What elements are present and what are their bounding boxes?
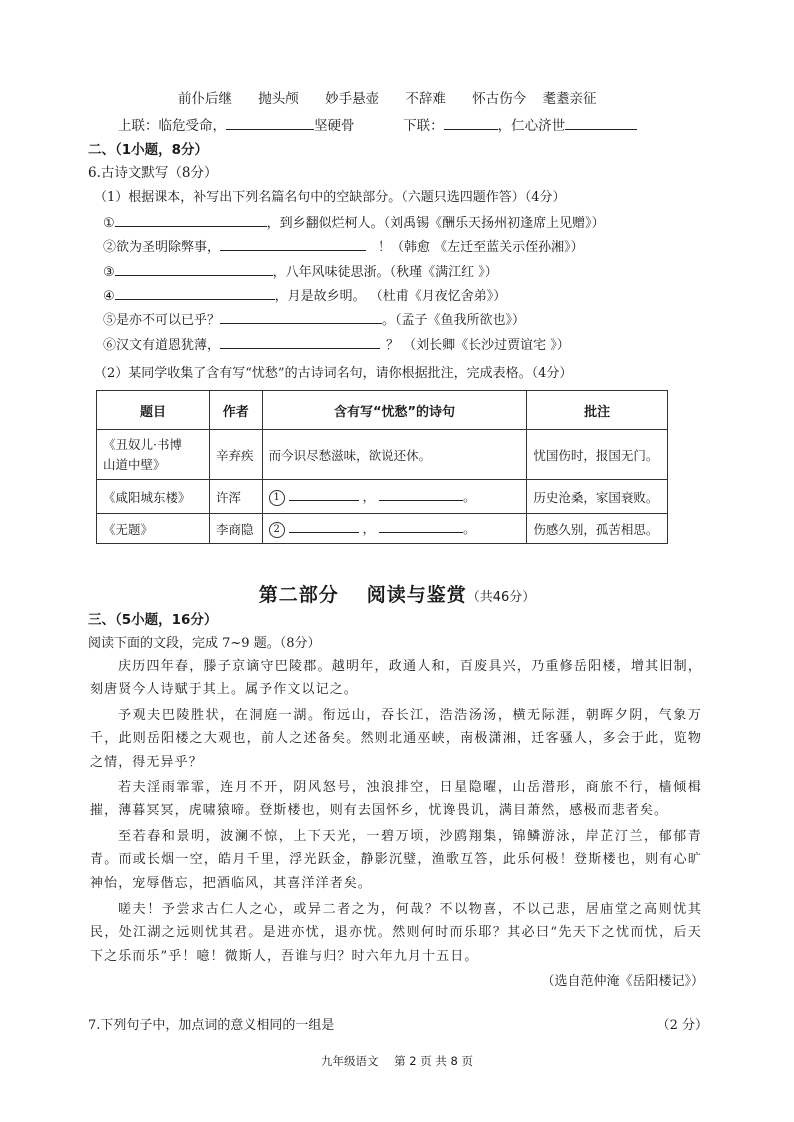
section3-heading: 三、（5小题，16分） [88,612,218,628]
cell-title: 《丑奴儿·书博 山道中壁》 [97,430,210,480]
answer-blank[interactable] [115,212,267,227]
q6-part1-intro: （1）根据课本，补写出下列名篇名句中的空缺部分。（六题只选四题作答）（4分） [94,190,566,205]
couplet-upper-label: 上联：临危受命， [118,118,226,134]
cell-verse: 2 ， 。 [262,514,527,544]
answer-blank[interactable] [379,520,463,533]
couplet-row [118,115,637,135]
footer-subject: 九年级语文 [320,1054,379,1068]
table-header: 批注 [527,391,668,430]
cell-title: 《咸阳城东楼》 [97,480,210,514]
idiom: 不辞难 [405,91,446,107]
cell-verse: 1 ， 。 [262,480,527,514]
section2-heading: 二、（1小题，8分） [88,142,209,158]
recitation-item-5: ⑤是亦不可以已乎？ 。（孟子《鱼我所欲也》） [103,309,525,330]
passage-paragraph: 庆历四年春，滕子京谪守巴陵郡。越明年，政通人和，百废具兴，乃重修岳阳楼，增其旧制，刻唐贤今人诗赋于其上。属予作文以记之。 [90,659,702,698]
idiom: 怀古伤今 [472,91,527,107]
table-row [97,430,668,480]
passage-paragraph: 若夫淫雨霏霏，连月不开，阴风怒号，浊浪排空，日星隐曜，山岳潜形，商旅不行，樯倾楫摧，薄暮冥冥，虎啸猿啼。登斯楼也，则有去国怀乡，忧谗畏讥，满目萧然，感极而悲者矣。 [90,780,702,819]
recitation-item-1: ① ，到乡翻似烂柯人。（刘禹锡《酬乐天扬州初逢席上见赠》） [103,212,605,233]
couplet-lower-end: ，仁心济世 [497,118,566,134]
answer-blank[interactable] [115,285,275,300]
idiom: 耄耋亲征 [542,91,597,107]
table-row [97,480,668,514]
couplet-upper-blank[interactable] [226,115,314,130]
table-row [97,514,668,544]
footer-page-number: 第 2 页 共 8 页 [394,1054,474,1068]
cell-title: 《无题》 [97,514,210,544]
answer-blank[interactable] [115,261,273,276]
answer-blank[interactable] [220,334,380,349]
section3-intro: 阅读下面的文段，完成 7~9 题。（8分） [88,636,321,651]
answer-blank[interactable] [220,236,366,251]
recitation-item-4: ④ ，月是故乡明。 （杜甫《月夜忆舍弟》） [103,285,506,306]
cell-note: 历史沧桑，家国衰败。 [527,480,668,514]
couplet-lower-blank[interactable] [444,115,498,130]
answer-blank[interactable] [289,520,359,533]
idiom: 妙手悬壶 [325,91,380,107]
recitation-item-6: ⑥汉文有道恩犹薄， ？ （刘长卿《长沙过贾谊宅 》） [103,334,570,355]
idiom: 前仆后继 [178,91,232,107]
passage-source: （选自范仲淹《岳阳楼记》） [541,974,704,989]
cell-verse: 而今识尽愁滋味，欲说还休。 [262,430,527,480]
passage-paragraph: 嗟夫！予尝求古仁人之心，或异二者之为，何哉？不以物喜，不以己悲，居庙堂之高则忧其民，处江湖之远则忧其君。是进亦忧，退亦忧。然则何时而乐耶？其必曰“先天下之忧而忧，后天下之乐而乐”乎！噫！微斯人，吾谁与归？时六年九月十五日。 [90,902,702,964]
cell-note: 伤感久别，孤苦相思。 [527,514,668,544]
recitation-item-2: ②欲为圣明除弊事， ！（韩愈 《左迁至蓝关示侄孙湘》） [103,236,584,257]
circled-number: 2 [269,522,285,538]
couplet-lower-end-blank[interactable] [565,115,637,130]
table-header: 含有写“忧愁”的诗句 [262,391,527,430]
passage-paragraph: 予观夫巴陵胜状，在洞庭一湖。衔远山，吞长江，浩浩汤汤，横无际涯，朝晖夕阴，气象万千，此则岳阳楼之大观也，前人之述备矣。然则北通巫峡，南极潇湘，迁客骚人，多会于此，览物之情，得无异乎？ [90,708,702,770]
poetry-table [96,390,668,544]
idiom: 抛头颅 [258,91,299,107]
table-header: 作者 [209,391,262,430]
circled-number: 1 [269,490,285,506]
cell-author: 许浑 [209,480,262,514]
recitation-item-3: ③ ，八年风味徒思浙。（秋瑾《满江红 》） [103,261,498,282]
answer-blank[interactable] [220,309,382,324]
q7-score: （2 分） [656,1018,708,1033]
cell-author: 李商隐 [209,514,262,544]
cell-author: 辛弃疾 [209,430,262,480]
part2-title: 第二部分 阅读与鉴赏（共46分） [258,584,536,606]
answer-blank[interactable] [379,488,463,501]
q7-text: 7.下列句子中，加点词的意义相同的一组是 [88,1018,335,1033]
q6-part2-intro: （2）某同学收集了含有写“忧愁”的古诗词名句，请你根据批注，完成表格。（4分） [94,366,573,381]
cell-note: 忧国伤时，报国无门。 [527,430,668,480]
page-footer [0,1053,794,1069]
couplet-lower-label: 下联： [403,118,444,134]
passage-paragraph: 至若春和景明，波澜不惊，上下天光，一碧万顷，沙鸥翔集，锦鳞游泳，岸芷汀兰，郁郁青青。而或长烟一空，皓月千里，浮光跃金，静影沉璧，渔歌互答，此乐何极！登斯楼也，则有心旷神怡，宠辱偕忘，把酒临风，其喜洋洋者矣。 [90,829,702,891]
idioms-row [178,90,596,108]
table-header: 题目 [97,391,210,430]
couplet-upper-end: 坚硬骨 [314,118,355,134]
q6-title: 6.古诗文默写（8分） [88,165,218,181]
answer-blank[interactable] [289,488,359,501]
table-header-row [97,391,668,430]
